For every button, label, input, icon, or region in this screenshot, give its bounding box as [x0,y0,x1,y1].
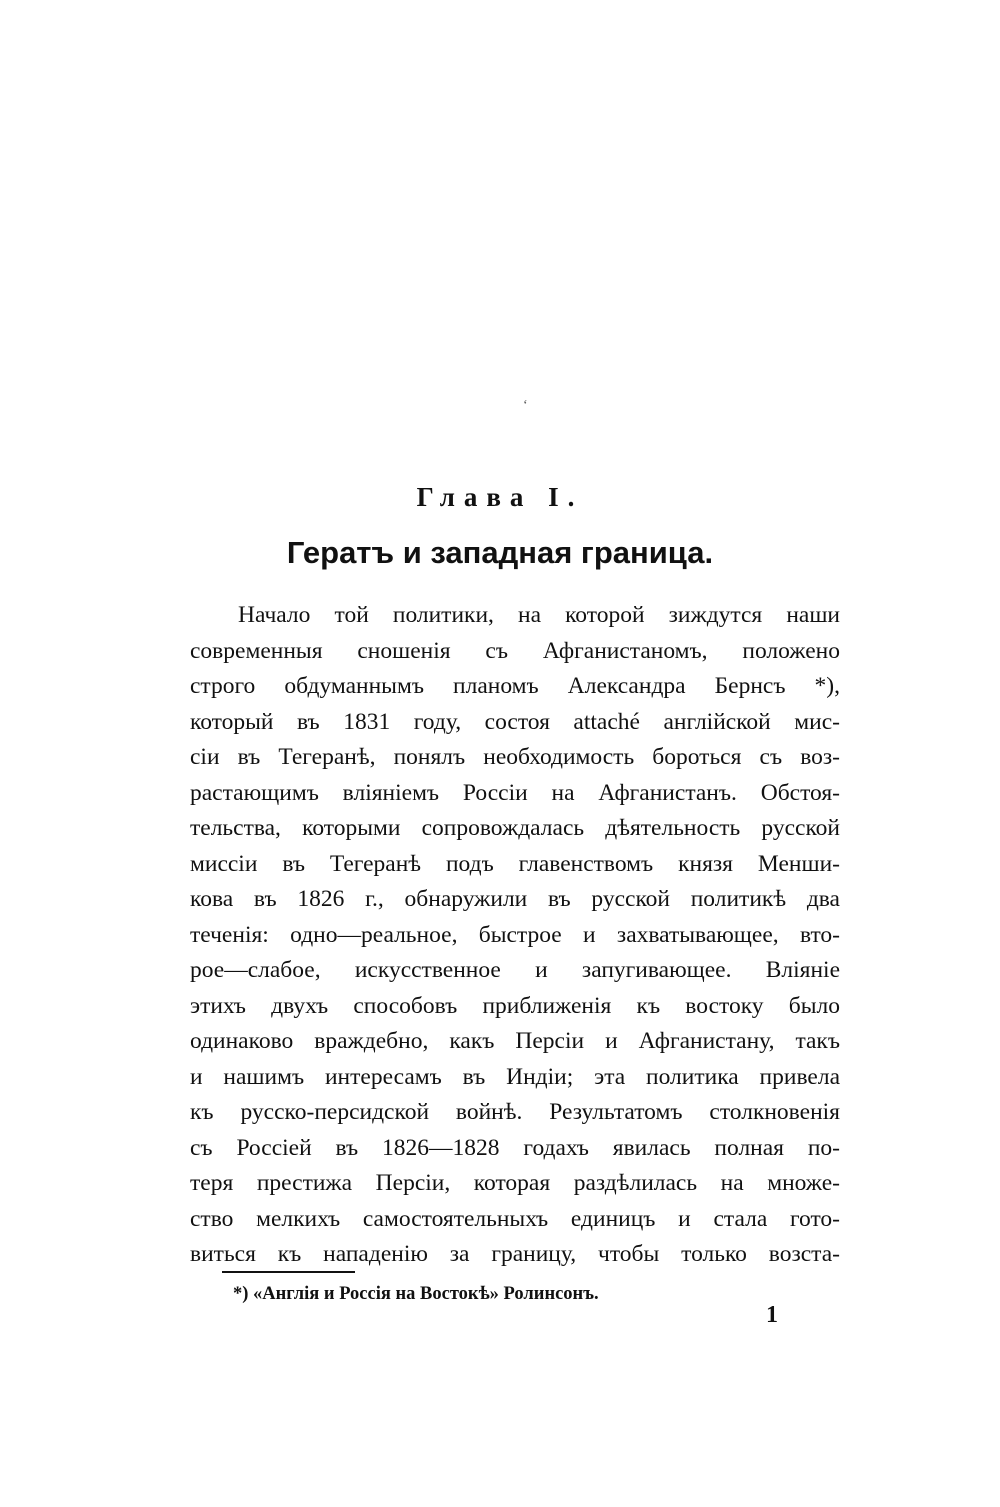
body-line: сіи въ Тегеранѣ, понялъ необходимость бороться съ воз- [190,744,840,770]
body-line: тельства, которыми сопровождалась дѣятельность русской [190,815,840,841]
body-line: который въ 1831 году, состоя attaché англійской мис- [190,708,840,735]
footnote-divider [222,1271,355,1273]
body-line: миссіи въ Тегеранѣ подъ главенствомъ князя Менши- [190,850,840,877]
body-line: къ русско-персидской войнѣ. Результатомъ столкновенія [190,1099,840,1125]
stray-ink-mark: ʻ [523,398,528,413]
body-line: этихъ двухъ способовъ приближенія къ востоку было [190,992,840,1019]
footnote: *) «Англія и Россія на Востокѣ» Ролинсонъ. [233,1284,599,1304]
body-line: теря престижа Персіи, которая раздѣлилась на множе- [190,1170,840,1196]
body-line: виться къ нападенію за границу, чтобы только возста- [190,1241,840,1267]
body-line: современныя сношенія съ Афганистаномъ, положено [190,637,840,664]
body-line: строго обдуманнымъ планомъ Александра Бернсъ *), [190,673,840,699]
body-line: кова въ 1826 г., обнаружили въ русской политикѣ два [190,886,840,912]
body-line: ство мелкихъ самостоятельныхъ единицъ и стала гото- [190,1205,840,1232]
chapter-title: Гератъ и западная граница. [286,535,714,570]
body-line: съ Россіей въ 1826—1828 годахъ явилась полная по- [190,1134,840,1161]
page-number: 1 [766,1302,778,1328]
body-line: рое—слабое, искусственное и запугивающее. Вліяніе [190,957,840,983]
body-text [190,598,840,1273]
chapter-label: Глава I. [416,482,584,512]
body-line: одинаково враждебно, какъ Персіи и Афганистану, такъ [190,1028,840,1054]
body-line: Начало той политики, на которой зиждутся наши [238,602,840,628]
body-line: теченія: одно—реальное, быстрое и захватывающее, вто- [190,921,840,948]
body-line: и нашимъ интересамъ въ Индіи; эта политика привела [190,1063,840,1090]
body-line: растающимъ вліяніемъ Россіи на Афганистанъ. Обстоя- [190,779,840,806]
